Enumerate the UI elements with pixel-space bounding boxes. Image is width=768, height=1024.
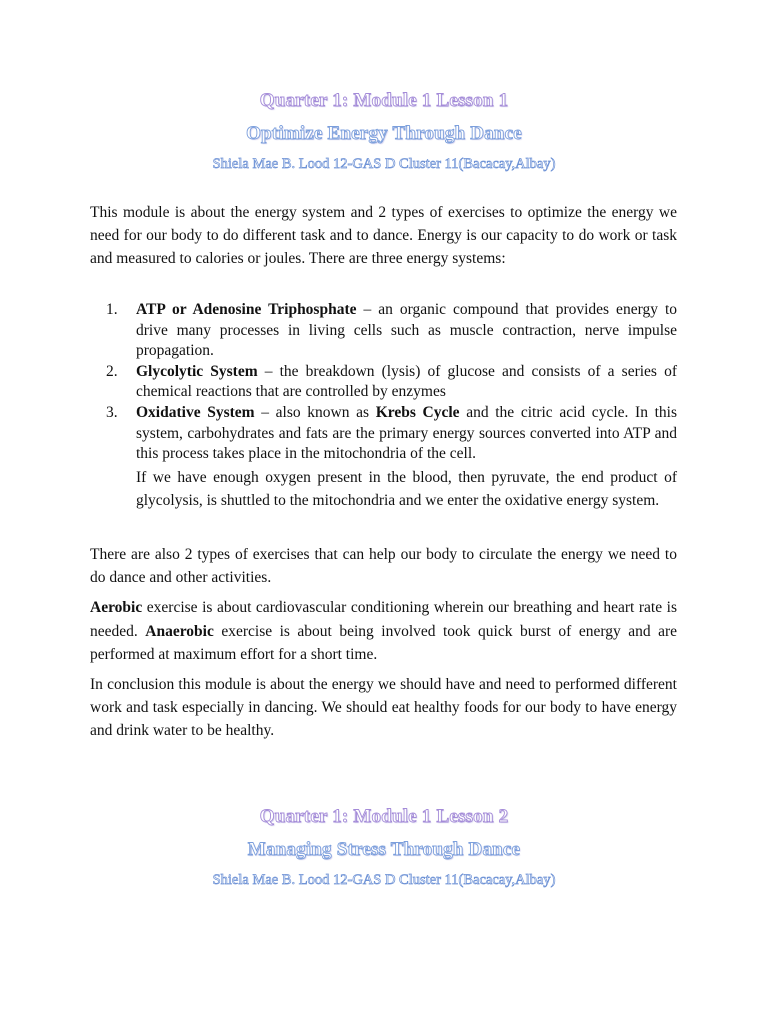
list-text: and the citric acid cycle. In this system, carbohydrates and fats are the primary energy sources converted into ATP and this process takes place in the mitochondria of the cell. (136, 403, 677, 463)
lesson2-quarter-heading: Quarter 1: Module 1 Lesson 2 (259, 806, 509, 827)
list-term: Oxidative System (136, 403, 255, 421)
list-number: 1. (106, 301, 118, 318)
list-term: ATP or Adenosine Triphosphate (136, 301, 357, 318)
list-item (106, 403, 677, 465)
list-text: – the breakdown (lysis) of glucose and consists of a series of chemical reactions that are controlled by enzymes (136, 362, 677, 401)
list-text: – also known as (254, 403, 376, 421)
lesson1-body-block (90, 543, 677, 750)
list-term: Glycolytic System (136, 362, 258, 380)
lesson1-intro-block (90, 201, 677, 278)
list-number: 3. (106, 403, 118, 421)
intro-paragraph: This module is about the energy system and 2 types of exercises to optimize the energy we need for our body to do different task and to dance. Energy is our capacity to do work or task and measured to calories or joules. There are three energy systems: (90, 204, 677, 268)
exercises-intro-paragraph: There are also 2 types of exercises that can help our body to circulate the energy we need to do dance and other activities. (90, 546, 677, 587)
anaerobic-text: exercise is about being involved took quick burst of energy and are performed at maximum effort for a short time. (90, 622, 677, 663)
list-number: 2. (106, 362, 118, 380)
list-text: – an organic compound that provides energy to drive many processes in living cells such as muscle contraction, nerve impulse propagation. (136, 301, 677, 360)
lesson1-author-line: Shiela Mae B. Lood 12-GAS D Cluster 11(Bacacay,Albay) (212, 156, 556, 172)
exercise-types-paragraph (90, 596, 677, 666)
conclusion-paragraph: In conclusion this module is about the energy we should have and need to performed different work and task especially in dancing. We should eat healthy foods for our body to have energy and drink water to be healthy. (90, 676, 677, 740)
aerobic-text: exercise is about cardiovascular conditioning wherein our breathing and heart rate is needed. (90, 599, 677, 640)
list-term-secondary: Krebs Cycle (375, 403, 460, 421)
list-item (106, 300, 677, 362)
anaerobic-term: Anaerobic (145, 622, 214, 640)
lesson1-quarter-heading: Quarter 1: Module 1 Lesson 1 (259, 90, 509, 111)
list-item (106, 362, 677, 403)
lesson1-title: Optimize Energy Through Dance (246, 123, 522, 144)
lesson2-author-line: Shiela Mae B. Lood 12-GAS D Cluster 11(Bacacay,Albay) (212, 872, 556, 888)
aerobic-term: Aerobic (90, 599, 143, 617)
list-item-continuation: If we have enough oxygen present in the blood, then pyruvate, the end product of glycolysis, is shuttled to the mitochondria and we enter the oxidative energy system. (136, 468, 677, 509)
energy-systems-list (106, 300, 677, 512)
lesson1-header (0, 84, 768, 178)
lesson2-header (0, 800, 768, 894)
lesson2-title: Managing Stress Through Dance (247, 839, 521, 860)
